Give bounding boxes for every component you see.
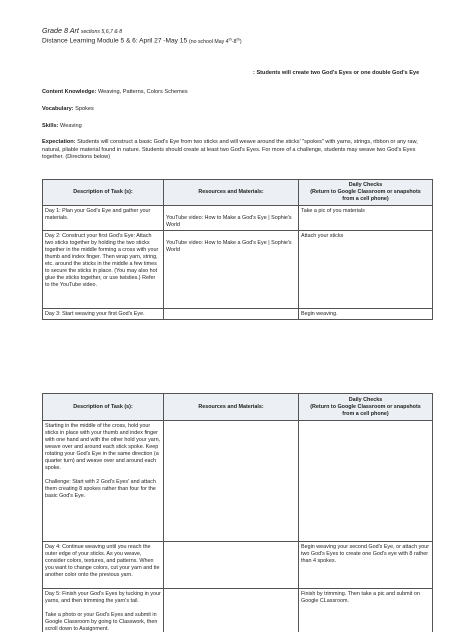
no-school-note: (no school May 4th-8th) [189, 36, 242, 45]
expectation [42, 139, 436, 162]
task-cell: Day 2: Construct your first God's Eye: Attach two sticks together by holding the two sticks together in the middle forming a cross with your thumb and index finger. Then wrap yarn, string, etc. around the sticks in the middle a few times to secure the sticks in place. (You may also hot glue the sticks together, or use twisties.) Refer to the YouTube video. [43, 231, 164, 309]
objective-text: Students will create two God's Eyes or one double God's Eye [256, 70, 420, 76]
table-row [43, 542, 433, 589]
table-row [43, 589, 433, 632]
task-table-2 [42, 393, 433, 632]
document-title [42, 26, 122, 35]
resources-cell [164, 309, 299, 320]
resources-cell [164, 542, 299, 589]
checks-cell: Finish by trimming. Then take a pic and submit on Google CLassroom. [299, 589, 433, 632]
table-row [43, 231, 433, 309]
task-cell: Starting in the middle of the cross, hold your sticks in place with your thumb and index finger with one hand and with the other hold your yarn, weave over and around each stick spoke. Keep rotating your God's Eye in the same direction (a quarter turn) and weave over and around each spoke. Challenge: Start with 2 God's Eyes' and attach them creating 8 spokes rather than four for the basic God's Eye. [43, 421, 164, 542]
table-row [43, 206, 433, 231]
content-knowledge-value: Weaving, Patterns, Colors Schemes [97, 89, 188, 95]
task-table-1 [42, 179, 433, 320]
table-row [43, 421, 433, 542]
vocabulary [42, 106, 94, 112]
header-resources: Resources and Materials: [164, 394, 299, 421]
checks-cell [299, 421, 433, 542]
resources-cell [164, 421, 299, 542]
resources-cell: YouTube video: How to Make a God's Eye | Sophie's World [164, 231, 299, 309]
header-resources: Resources and Materials: [164, 180, 299, 206]
checks-cell: Begin weaving. [299, 309, 433, 320]
checks-cell: Take a pic of you materials [299, 206, 433, 231]
skills [42, 123, 82, 129]
task-cell: Day 4: Continue weaving until you reach the outer edge of your sticks. As you weave, consider colors, textures, and patterns. When you want to change colors, cut your yarn and tie another color onto the previous yarn. [43, 542, 164, 589]
title-sections: sections 5,6,7 & 8 [80, 29, 123, 35]
module-line [42, 36, 242, 45]
skills-value: Weaving [60, 123, 82, 129]
header-checks: Daily Checks (Return to Google Classroom or snapshots from a cell phone) [299, 394, 433, 421]
skills-label: Skills: [42, 123, 59, 129]
task-cell: Day 1: Plan your God's Eye and gather your materials. [43, 206, 164, 231]
task-cell: Day 5: Finish your God's Eyes by tucking in your yarns, and then trimming the yarn's tail. Take a photo or your God's Eyes and submit in Google Classroom by going to Classwork, then scroll down to Assignment. [43, 589, 164, 632]
objective-label: : [253, 70, 255, 76]
title-main: Grade 8 Art [42, 26, 79, 35]
module-text: Distance Learning Module 5 & 6: April 27 -May 15 [42, 37, 188, 45]
header-task: Description of Task (s): [43, 180, 164, 206]
table-row [43, 309, 433, 320]
expectation-text: Students will construct a basic God's Eye from two sticks and will weave around the sticks' "spokes" with yarns, strings, ribbon or any raw, natural, pliable material found in nature. Students should create at least two God's Eyes. For more of a challenge, students may weave two God's Eyes together. (Directions below) [42, 139, 418, 161]
expectation-label: Expectation: [42, 139, 76, 145]
header-task: Description of Task (s): [43, 394, 164, 421]
table-header-row [43, 180, 433, 206]
content-knowledge-label: Content Knowledge: [42, 89, 97, 95]
objective [253, 70, 419, 76]
task-cell: Day 3: Start weaving your first God's Eye. [43, 309, 164, 320]
resources-cell [164, 589, 299, 632]
vocabulary-value: Spokes [75, 106, 94, 112]
resources-cell: YouTube video: How to Make a God's Eye | Sophie's World [164, 206, 299, 231]
content-knowledge [42, 89, 188, 95]
vocabulary-label: Vocabulary: [42, 106, 74, 112]
header-checks: Daily Checks (Return to Google Classroom or snapshots from a cell phone) [299, 180, 433, 206]
checks-cell: Begin weaving your second God's Eye, or attach your two God's Eyes to create one God's eye with 8 rather than 4 spokes. [299, 542, 433, 589]
checks-cell: Attach your sticks [299, 231, 433, 309]
table-header-row [43, 394, 433, 421]
